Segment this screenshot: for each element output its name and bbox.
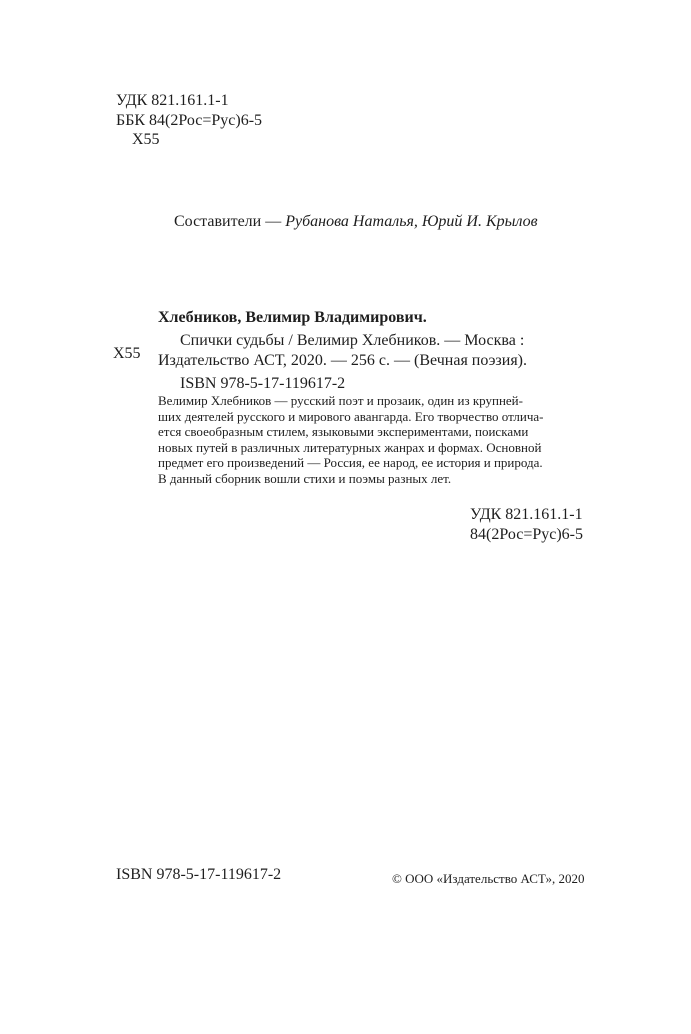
record-title-line: Спички судьбы / Велимир Хлебников. — Москва : — [180, 332, 525, 349]
annotation-line: Велимир Хлебников — русский поэт и прозаик, один из крупней- — [158, 393, 523, 408]
annotation-line: ших деятелей русского и мирового авангарда. Его творчество отлича- — [158, 408, 544, 424]
record-udk: УДК 821.161.1-1 — [470, 506, 583, 523]
compilers-line — [174, 213, 538, 231]
record-isbn: ISBN 978-5-17-119617-2 — [180, 375, 346, 392]
copyright-notice: © ООО «Издательство АСТ», 2020 — [392, 871, 585, 886]
record-author: Хлебников, Велимир Владимирович. — [158, 309, 427, 326]
compilers-names: Рубанова Наталья, Юрий И. Крылов — [285, 213, 538, 230]
record-bbk: 84(2Рос=Рус)6-5 — [470, 526, 584, 543]
annotation-line: ется своеобразным стилем, языковыми экспериментами, поисками — [158, 424, 529, 440]
annotation-line: предмет его произведений — Россия, ее народ, ее история и природа. — [158, 455, 543, 471]
author-mark: Х55 — [132, 131, 160, 148]
bbk-code: ББК 84(2Рос=Рус)6-5 — [116, 112, 263, 129]
record-author-mark: Х55 — [113, 345, 141, 362]
record-publisher-line: Издательство АСТ, 2020. — 256 с. — (Вечная поэзия). — [158, 352, 527, 369]
compilers-label: Составители — — [174, 213, 282, 230]
footer-isbn: ISBN 978-5-17-119617-2 — [116, 866, 282, 883]
annotation — [158, 393, 608, 487]
annotation-line: новых путей в различных литературных жанрах и формах. Основной — [158, 439, 542, 455]
udk-code: УДК 821.161.1-1 — [116, 92, 229, 109]
annotation-line: В данный сборник вошли стихи и поэмы разных лет. — [158, 470, 452, 486]
